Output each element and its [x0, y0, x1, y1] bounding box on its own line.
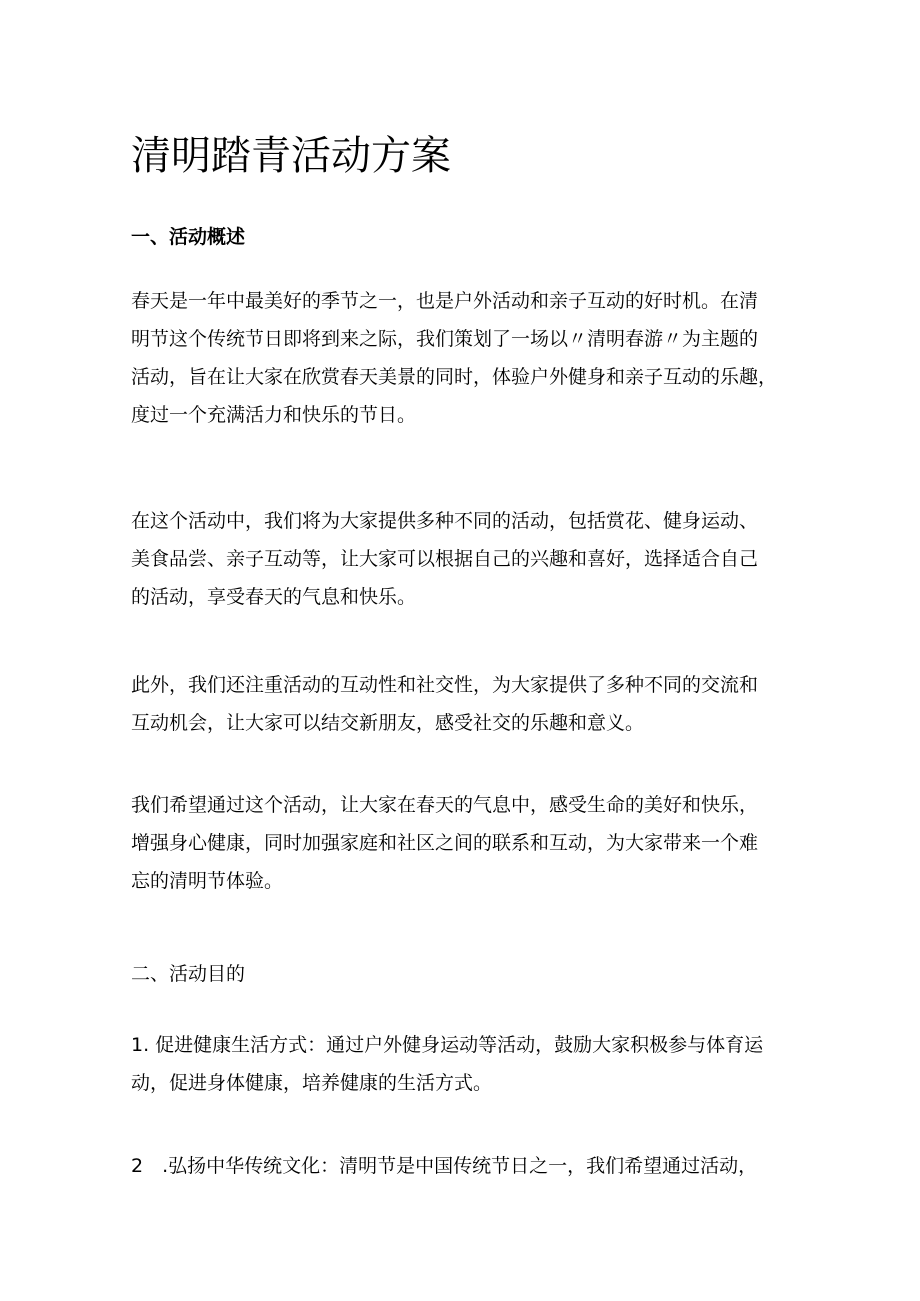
text-line: 的活动，享受春天的气息和快乐。: [131, 586, 417, 608]
goal-item-2: [131, 1147, 811, 1185]
paragraph-overview-2: [131, 502, 811, 616]
text-line: 2 .弘扬中华传统文化：清明节是中国传统节日之一，我们希望通过活动，: [131, 1155, 758, 1177]
text-line: 我们希望通过这个活动，让大家在春天的气息中，感受生命的美好和快乐，: [131, 794, 759, 816]
goal-item-1: [131, 1026, 811, 1102]
paragraph-overview-3: [131, 666, 811, 742]
text-line: 此外，我们还注重活动的互动性和社交性，为大家提供了多种不同的交流和: [131, 674, 759, 696]
text-line: 在这个活动中，我们将为大家提供多种不同的活动，包括赏花、健身运动、: [131, 510, 759, 532]
text-line: 美食品尝、亲子互动等，让大家可以根据自己的兴趣和喜好，选择适合自己: [131, 548, 759, 570]
text-line: 忘的清明节体验。: [131, 870, 284, 892]
section-heading-goals: 二、活动目的: [131, 963, 246, 985]
text-line: 动，促进身体健康，培养健康的生活方式。: [131, 1072, 493, 1094]
text-line: 增强身心健康，同时加强家庭和社区之间的联系和互动，为大家带来一个难: [131, 832, 759, 854]
text-line: 互动机会，让大家可以结交新朋友，感受社交的乐趣和意义。: [131, 712, 645, 734]
document-title: 清明踏青活动方案: [131, 133, 451, 179]
text-line: 1. 促进健康生活方式：通过户外健身运动等活动，鼓励大家积极参与体育运: [131, 1034, 764, 1056]
paragraph-overview-1: [131, 282, 811, 434]
text-line: 明节这个传统节日即将到来之际，我们策划了一场以〃清明春游〃为主题的: [131, 328, 759, 350]
text-line: 度过一个充满活力和快乐的节日。: [131, 404, 417, 426]
paragraph-overview-4: [131, 786, 811, 900]
text-line: 活动，旨在让大家在欣赏春天美景的同时，体验户外健身和亲子互动的乐趣，: [131, 366, 778, 388]
section-heading-overview: 一、活动概述: [131, 226, 246, 248]
text-line: 春天是一年中最美好的季节之一，也是户外活动和亲子互动的好时机。在清: [131, 290, 759, 312]
